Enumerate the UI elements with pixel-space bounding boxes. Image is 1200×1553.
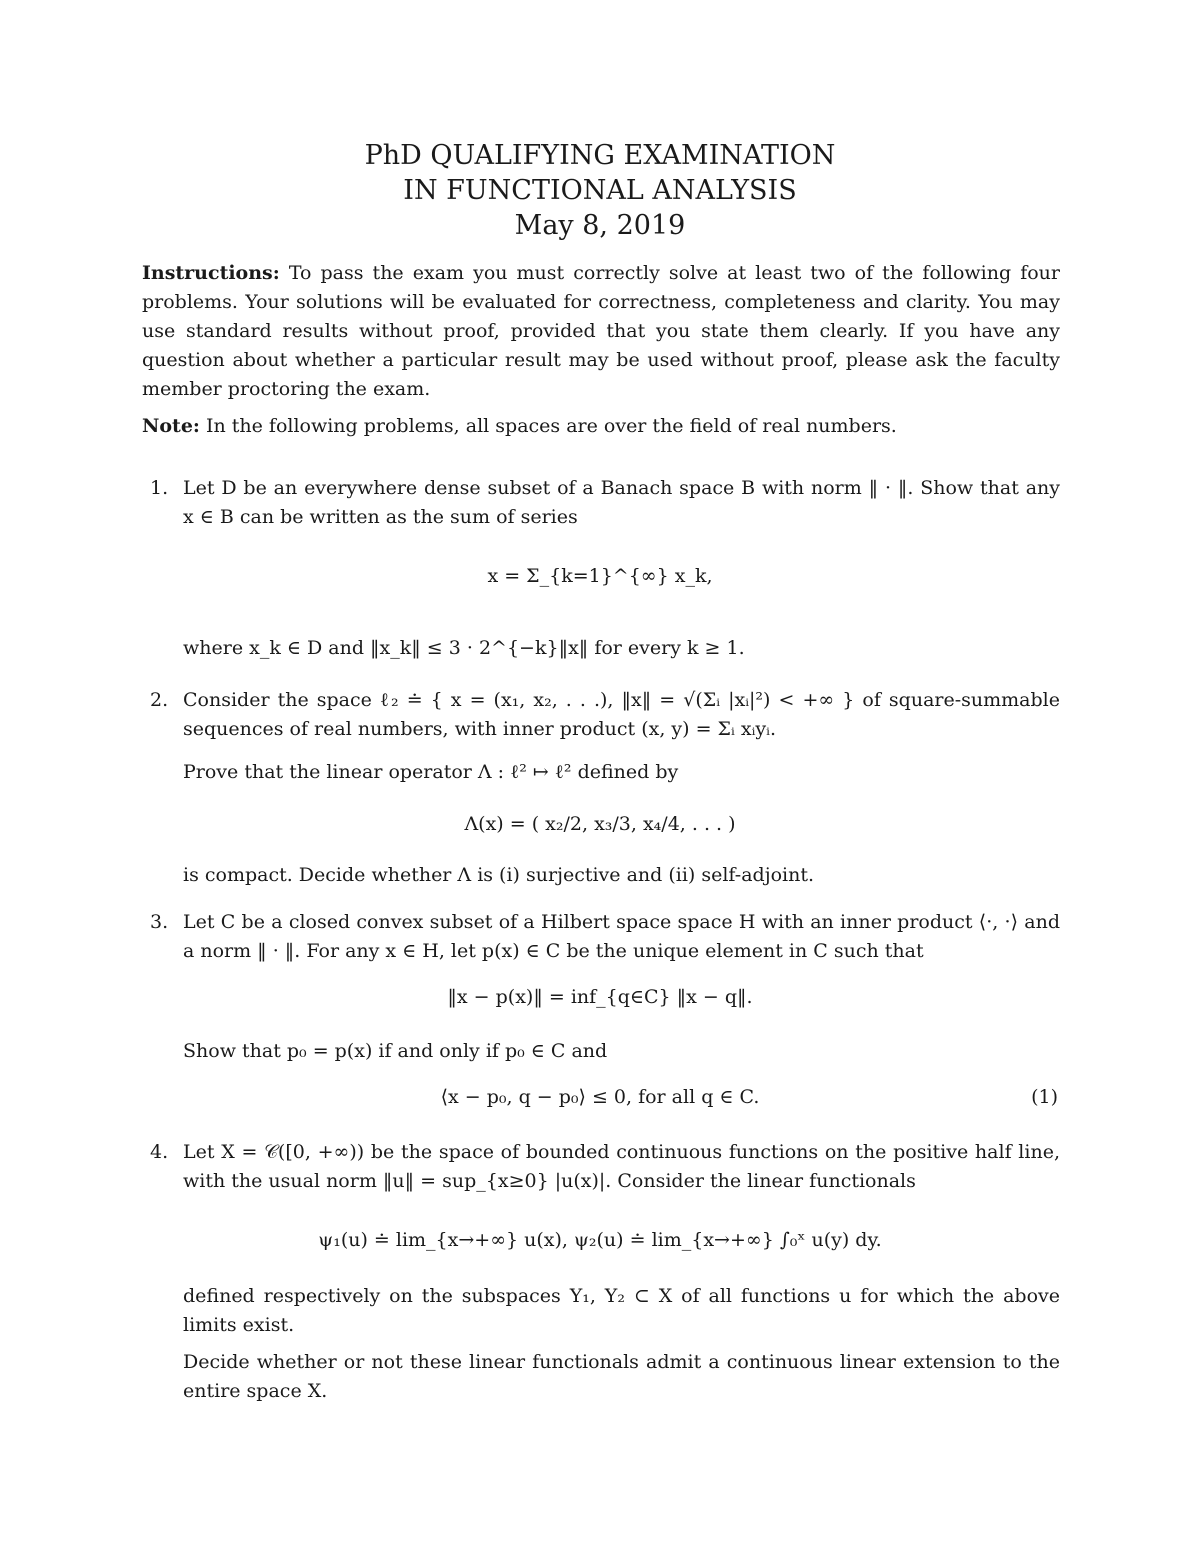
instructions-text: To pass the exam you must correctly solve at least two of the following four problems. Your solutions will be evaluated for correctness, completeness and clarity. You may use standard results without proof, provided that you state them clearly. If you have any question about whether a particular result may be used without proof, please ask the faculty member proctoring the exam. [142,262,1060,400]
problem-1-conditions: where x_k ∈ D and ‖x_k‖ ≤ 3 · 2^{−k}‖x‖ for every k ≥ 1. [183,637,745,659]
problem-3-number: 3. [150,911,169,933]
problem-3-equation: ‖x − p(x)‖ = inf_{q∈C} ‖x − q‖. [447,986,753,1008]
problem-3-inequality: ⟨x − p₀, q − p₀⟩ ≤ 0, for all q ∈ C. [440,1086,760,1108]
title-line-1: PhD QUALIFYING EXAMINATION [364,140,836,171]
note-label: Note: [142,415,200,437]
problem-2-number: 2. [150,689,169,711]
problem-1-number: 1. [150,477,169,499]
problem-4-equation: ψ₁(u) ≐ lim_{x→+∞} u(x), ψ₂(u) ≐ lim_{x→+∞} ∫₀ˣ u(y) dy. [318,1229,882,1251]
problem-1-equation: x = Σ_{k=1}^{∞} x_k, [487,565,713,587]
problem-4-number: 4. [150,1141,169,1163]
problem-2-prompt: Prove that the linear operator Λ : ℓ² ↦ ℓ² defined by [183,761,679,783]
problem-4-definition: defined respectively on the subspaces Y₁, Y₂ ⊂ X of all functions u for which the above limits exist. [183,1285,1060,1336]
problem-3-prompt: Show that p₀ = p(x) if and only if p₀ ∈ C and [183,1040,608,1062]
problem-2-equation: Λ(x) = ( x₂/2, x₃/3, x₄/4, . . . ) [464,813,736,835]
exam-date: May 8, 2019 [514,210,686,241]
note-text: In the following problems, all spaces are over the field of real numbers. [205,415,897,437]
instructions-label: Instructions: [142,262,280,284]
problem-3-text: Let C be a closed convex subset of a Hilbert space space H with an inner product ⟨·, ·⟩ and a norm ‖ · ‖. For any x ∈ H, let p(x) ∈ C be the unique element in C such that [183,911,1060,962]
problem-2-text: Consider the space ℓ₂ ≐ { x = (x₁, x₂, . . .), ‖x‖ = √(Σᵢ |xᵢ|²) < +∞ } of square-summable sequences of real numbers, with inner product (x, y) = Σᵢ xᵢyᵢ. [183,689,1060,740]
problem-1-text: Let D be an everywhere dense subset of a Banach space B with norm ‖ · ‖. Show that any x ∈ B can be written as the sum of series [183,477,1060,528]
problem-4-question: Decide whether or not these linear functionals admit a continuous linear extension to the entire space X. [183,1351,1060,1402]
problem-4-text: Let X = 𝒞([0, +∞)) be the space of bounded continuous functions on the positive half line, with the usual norm ‖u‖ = sup_{x≥0} |u(x)|. Consider the linear functionals [183,1141,1060,1192]
title-line-2: IN FUNCTIONAL ANALYSIS [403,175,797,206]
equation-number: (1) [1031,1086,1058,1108]
note-paragraph [142,412,1060,441]
problem-2-question: is compact. Decide whether Λ is (i) surjective and (ii) self-adjoint. [183,864,815,886]
instructions-paragraph [142,259,1060,404]
